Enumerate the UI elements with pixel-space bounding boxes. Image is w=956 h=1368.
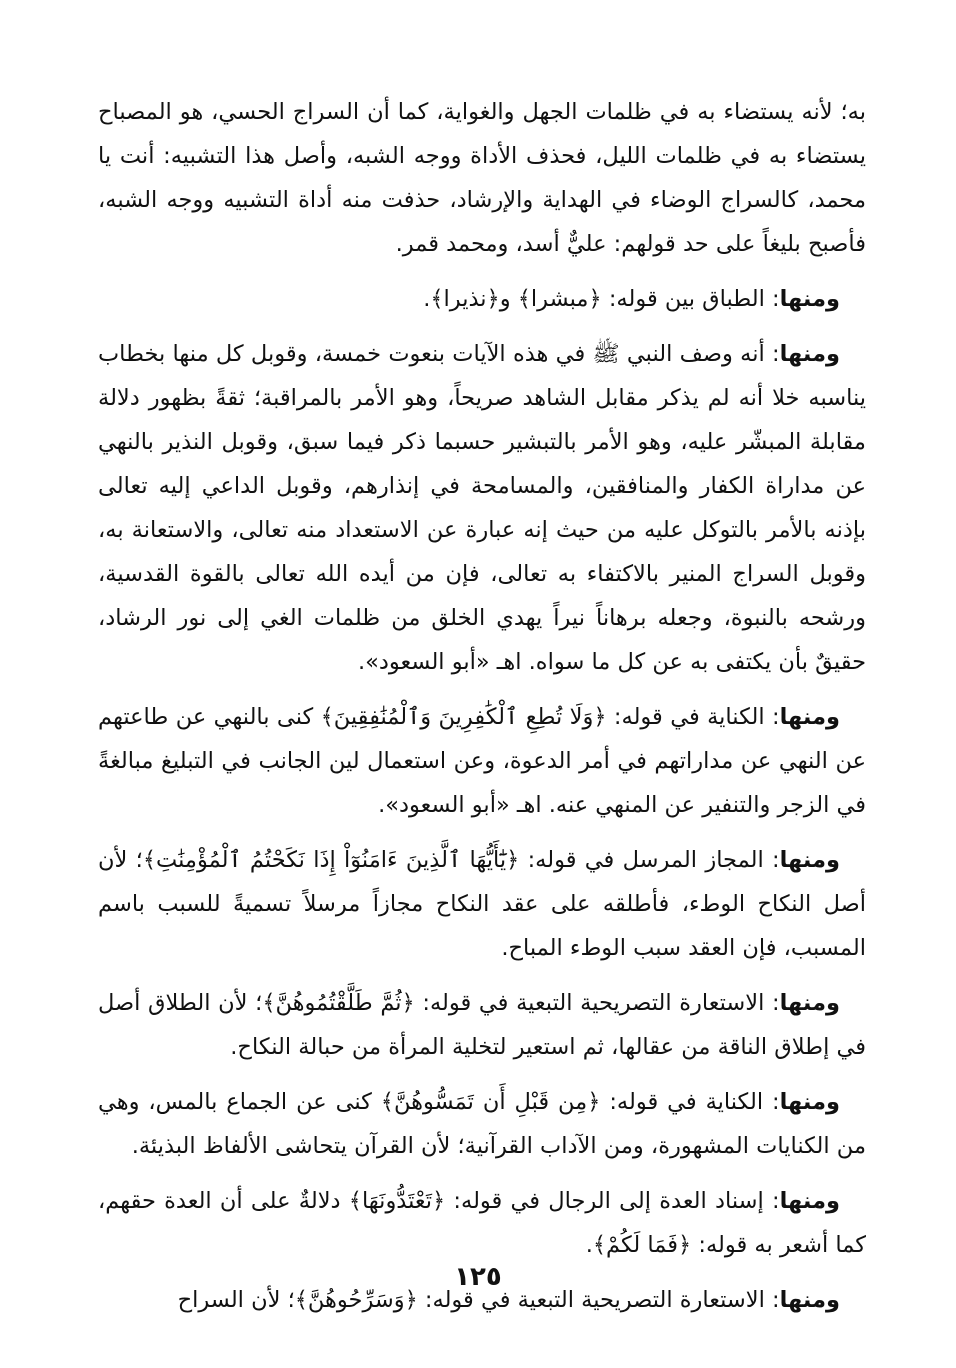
paragraph-lead: ومنها xyxy=(779,847,840,873)
paragraph-text: : الاستعارة التصريحية التبعية في قوله: ﴿وَسَرِّحُوهُنَّ﴾؛ لأن السراح xyxy=(177,1287,780,1313)
paragraph-3 xyxy=(98,332,866,684)
paragraph-text: به؛ لأنه يستضاء به في ظلمات الجهل والغواية، كما أن السراج الحسي، هو المصباح يستضاء به في ظلمات الليل، فحذف الأداة ووجه الشبه، وأصل هذا التشبيه: أنت يا محمد، كالسراج الوضاء في الهداية والإرشاد، حذفت منه أداة التشبيه ووجه الشبه، فأصبح بليغاً على حد قولهم: عليٌّ أسد، ومحمد قمر. xyxy=(98,99,866,257)
paragraph-text: : الكناية في قوله: ﴿وَلَا تُطِعِ ٱلْكَٰفِرِينَ وَٱلْمُنَٰفِقِينَ﴾ كنى بالنهي عن طاعتهم عن النهي عن مداراتهم في أمر الدعوة، وعن استعمال لين الجانب في التبليغ مبالغةً في الزجر والتنفير عن المنهي عنه. اهـ «أبو السعود». xyxy=(98,704,866,818)
paragraph-text: : أنه وصف النبي ﷺ في هذه الآيات بنعوت خمسة، وقوبل كل منها بخطاب يناسبه خلا أنه لم يذكر مقابل الشاهد صريحاً، وهو الأمر بالمراقبة؛ ثقةً بظهور دلالة مقابلة المبشّر عليه، وهو الأمر بالتبشير حسبما ذكر فيما سبق، وقوبل النذير بالنهي عن مداراة الكفار والمنافقين، والمسامحة في إنذارهم، وقوبل الداعي إليه تعالى بإذنه بالأمر بالتوكل عليه من حيث إنه عبارة عن الاستعداد منه تعالى، والاستعانة به، وقوبل السراج المنير بالاكتفاء به تعالى، فإن من أيده الله تعالى بالقوة القدسية، ورشحه بالنبوة، وجعله برهاناً نيراً يهدي الخلق من ظلمات الغي إلى نور الرشاد، حقيقٌ بأن يكتفى به عن كل ما سواه. اهـ «أبو السعود». xyxy=(98,341,866,675)
paragraph-1 xyxy=(98,90,866,266)
paragraph-text: : الكناية في قوله: ﴿مِن قَبْلِ أَن تَمَسُّوهُنَّ﴾ كنى عن الجماع بالمس، وهي من الكنايات المشهورة، ومن الآداب القرآنية؛ لأن القرآن يتحاشى الألفاظ البذيئة. xyxy=(98,1089,866,1159)
paragraph-lead: ومنها xyxy=(779,286,840,312)
page-number: ١٢٥ xyxy=(454,1262,502,1292)
paragraph-lead: ومنها xyxy=(779,704,840,730)
paragraph-text: : المجاز المرسل في قوله: ﴿يَٰٓأَيُّهَا ٱلَّذِينَ ءَامَنُوٓاْ إِذَا نَكَحْتُمُ ٱلْمُؤْمِنَٰتِ﴾؛ لأن أصل النكاح الوطء، فأطلقه على عقد النكاح مجازاً مرسلاً تسميةً للسبب باسم المسبب، فإن العقد سبب الوطء المباح. xyxy=(98,847,866,961)
page-body xyxy=(98,90,866,1333)
paragraph-8 xyxy=(98,1179,866,1267)
paragraph-lead: ومنها xyxy=(779,1188,840,1214)
paragraph-2 xyxy=(98,277,866,321)
paragraph-lead: ومنها xyxy=(779,990,840,1016)
paragraph-lead: ومنها xyxy=(779,1089,840,1115)
paragraph-text: : إسناد العدة إلى الرجال في قوله: ﴿تَعْتَدُّونَهَا﴾ دلالةٌ على أن العدة حقهم، كما أشعر به قوله: ﴿فَمَا لَكُمْ﴾. xyxy=(98,1188,866,1258)
paragraph-7 xyxy=(98,1080,866,1168)
paragraph-lead: ومنها xyxy=(779,341,840,367)
paragraph-text: : الاستعارة التصريحية التبعية في قوله: ﴿ثُمَّ طَلَّقْتُمُوهُنَّ﴾؛ لأن الطلاق أصل في إطلاق الناقة من عقالها، ثم استعير لتخلية المرأة من حبالة النكاح. xyxy=(98,990,866,1060)
paragraph-lead: ومنها xyxy=(779,1287,840,1313)
paragraph-4 xyxy=(98,695,866,827)
paragraph-text: : الطباق بين قوله: ﴿مبشرا﴾ و﴿نذيرا﴾. xyxy=(423,286,780,312)
paragraph-6 xyxy=(98,981,866,1069)
paragraph-5 xyxy=(98,838,866,970)
